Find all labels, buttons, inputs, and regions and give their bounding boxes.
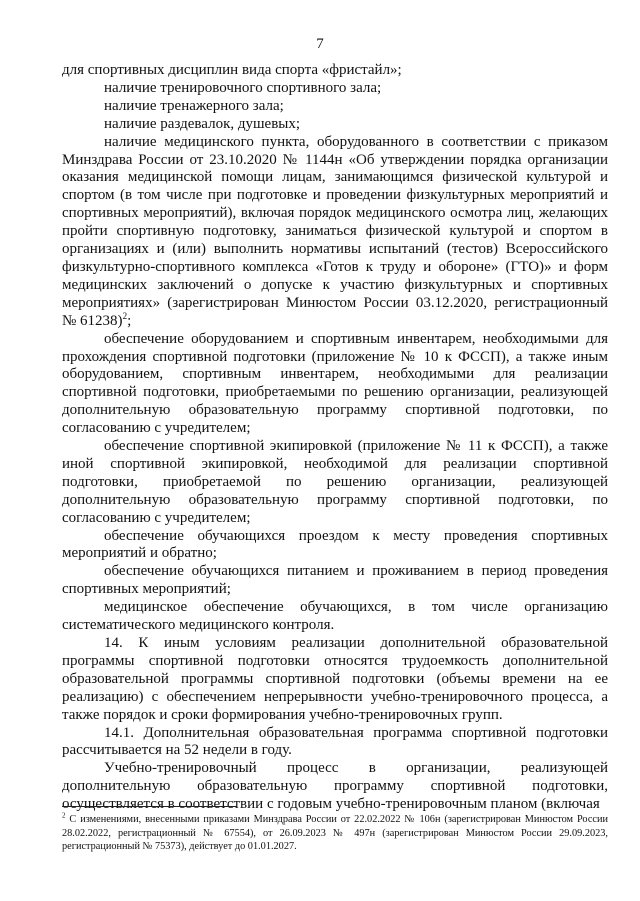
- paragraph-medical-support: медицинское обеспечение обучающихся, в том числе организацию систематического медицинского контроля.: [62, 599, 608, 634]
- document-body: [62, 62, 608, 814]
- paragraph-medical-point: [62, 134, 608, 331]
- paragraph-freestyle: для спортивных дисциплин вида спорта «фристайл»;: [62, 62, 402, 78]
- footnote-reference-suffix: ;: [127, 312, 132, 329]
- footnote: [62, 813, 608, 854]
- paragraph-sports-gear: обеспечение спортивной экипировкой (приложение № 11 к ФССП), а также иной спортивной экипировкой, необходимой для реализации спортивной подготовки, приобретаемой по решению организации, реализующей дополнительную образовательную программу спортивной подготовки, по согласованию с учредителем;: [62, 438, 608, 526]
- footnote-divider: [62, 806, 237, 807]
- paragraph-14: 14. К иным условиям реализации дополнительной образовательной программы спортивной подготовки относятся трудоемкость дополнительной образовательной программы спортивной подготовки (объемы времени на ее реализацию) с обеспечением непрерывности учебно-тренировочного процесса, а также порядок и сроки формирования учебно-тренировочных групп.: [62, 635, 608, 723]
- paragraph-equipment: обеспечение оборудованием и спортивным инвентарем, необходимыми для прохождения спортивной подготовки (приложение № 10 к ФССП), а также иным оборудованием, спортивным инвентарем, необходимыми для реализации спортивной подготовки, приобретаемыми по решению организации, реализующей дополнительную образовательную программу спортивной подготовки, по согласованию с учредителем;: [62, 330, 608, 437]
- paragraph-locker-rooms: наличие раздевалок, душевых;: [104, 115, 301, 132]
- paragraph-14-1: 14.1. Дополнительная образовательная программа спортивной подготовки рассчитывается на 52 недели в году.: [62, 724, 608, 759]
- paragraph-travel: обеспечение обучающихся проездом к месту проведения спортивных мероприятий и обратно;: [62, 527, 608, 562]
- footnote-text: С изменениями, внесенными приказами Минздрава России от 22.02.2022 № 106н (зарегистрирован Минюстом России 28.02.2022, регистрационный № 67554), от 26.09.2023 № 497н (зарегистрирован Минюстом России 29.09.2023, регистрационный № 75373), действует до 01.01.2027.: [62, 814, 608, 853]
- paragraph-gym: наличие тренажерного зала;: [104, 97, 284, 114]
- paragraph-training-process: Учебно-тренировочный процесс в организации, реализующей дополнительную образовательную программу спортивной подготовки, осуществляется в соответствии с годовым учебно-тренировочным планом (включая: [62, 760, 608, 813]
- page-number: 7: [316, 36, 324, 52]
- footnote-marker: 2: [62, 811, 66, 820]
- footnote-text-block: [62, 813, 608, 854]
- medical-point-text: наличие медицинского пункта, оборудованного в соответствии с приказом Минздрава России от 23.10.2020 № 1144н «Об утверждении порядка организации оказания медицинской помощи лицам, занимающимся физической культурой и спортом (в том числе при подготовке и проведении физкультурных мероприятий и спортивных мероприятий), включая порядок медицинского осмотра лиц, желающих пройти спортивную подготовку, заниматься физической культурой и спортом в организациях и (или) выполнить нормативы испытаний (тестов) Всероссийского физкультурно-спортивного комплекса «Готов к труду и обороне» (ГТО)» и форм медицинских заключений о допуске к участию физкультурных и спортивных мероприятиях» (зарегистрирован Минюстом России 03.12.2020, регистрационный № 61238): [62, 133, 608, 329]
- paragraph-meals-lodging: обеспечение обучающихся питанием и проживанием в период проведения спортивных мероприятий;: [62, 563, 608, 598]
- footnote-reference: 2: [122, 310, 128, 321]
- paragraph-training-hall: наличие тренировочного спортивного зала;: [104, 79, 382, 96]
